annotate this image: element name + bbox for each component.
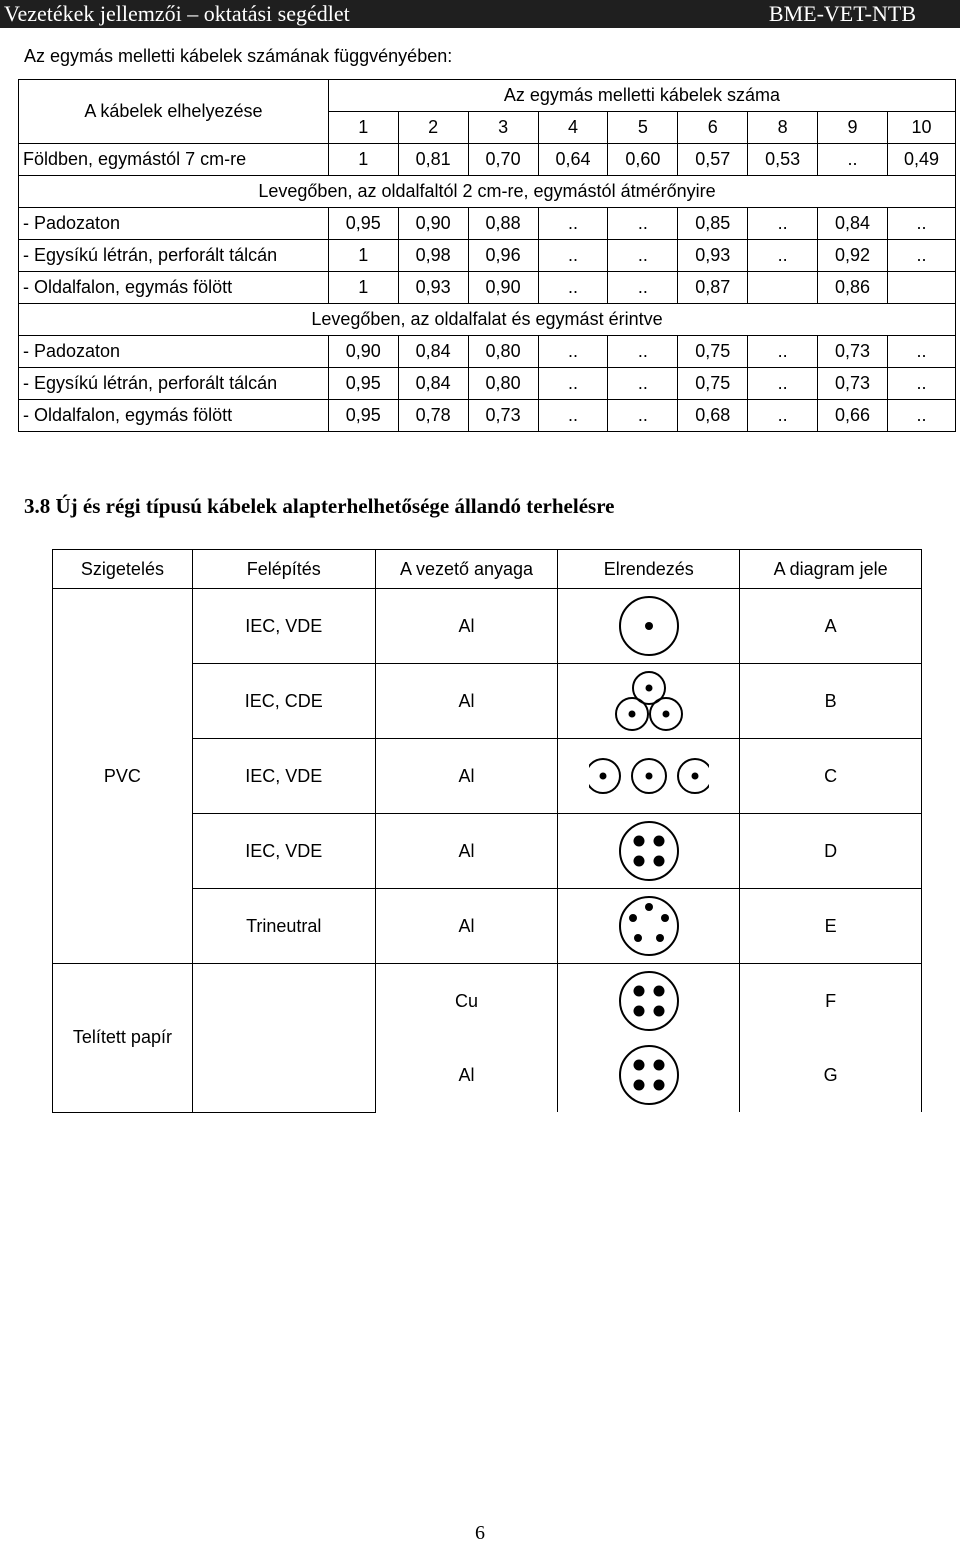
table-cell: 0,60 bbox=[608, 144, 678, 176]
header-row bbox=[53, 550, 922, 589]
table-cell: .. bbox=[538, 272, 608, 304]
cable-type-table bbox=[52, 549, 922, 1113]
table-row bbox=[53, 589, 922, 664]
diagram-mark-cell: G bbox=[740, 1038, 922, 1112]
material-cell: Al bbox=[375, 814, 558, 889]
construction-cell: IEC, CDE bbox=[192, 664, 375, 739]
table-cell bbox=[748, 272, 818, 304]
table-cell: .. bbox=[538, 240, 608, 272]
diagram-mark-cell: A bbox=[740, 589, 922, 664]
table-cell: 0,49 bbox=[887, 144, 955, 176]
table-cell: 0,90 bbox=[328, 336, 398, 368]
insulation-cell: Telített papír bbox=[53, 964, 193, 1113]
insulation-cell: PVC bbox=[53, 589, 193, 964]
diagram-mark-cell: B bbox=[740, 664, 922, 739]
diagram-mark-cell: F bbox=[740, 964, 922, 1039]
table-cell: .. bbox=[887, 336, 955, 368]
column-header: 9 bbox=[818, 112, 888, 144]
table-cell: .. bbox=[887, 240, 955, 272]
table-cell: 0,53 bbox=[748, 144, 818, 176]
arrangement-cell bbox=[558, 964, 740, 1039]
construction-cell: IEC, VDE bbox=[192, 814, 375, 889]
material-cell: Al bbox=[375, 664, 558, 739]
construction-cell: IEC, VDE bbox=[192, 739, 375, 814]
table-cell: 0,84 bbox=[398, 368, 468, 400]
intro-text: Az egymás melletti kábelek számának függvényében: bbox=[24, 46, 453, 66]
table-cell: 0,64 bbox=[538, 144, 608, 176]
trefoil-icon bbox=[589, 665, 709, 737]
table-row bbox=[19, 272, 956, 304]
table-cell: .. bbox=[538, 336, 608, 368]
table-cell: 0,57 bbox=[678, 144, 748, 176]
table-cell: 0,68 bbox=[678, 400, 748, 432]
page-header bbox=[0, 0, 960, 28]
row-label: - Padozaton bbox=[19, 336, 329, 368]
table-cell: 0,86 bbox=[818, 272, 888, 304]
table-cell: 1 bbox=[328, 272, 398, 304]
table-cell: .. bbox=[887, 208, 955, 240]
table-cell: 0,81 bbox=[398, 144, 468, 176]
table-row bbox=[19, 208, 956, 240]
table-row bbox=[19, 144, 956, 176]
header-title: Vezetékek jellemzői – oktatási segédlet bbox=[4, 1, 350, 26]
arrangement-cell bbox=[558, 589, 740, 664]
corner-header: A kábelek elhelyezése bbox=[19, 80, 329, 144]
row-label: Földben, egymástól 7 cm-re bbox=[19, 144, 329, 176]
column-header: 10 bbox=[887, 112, 955, 144]
arrangement-cell bbox=[558, 814, 740, 889]
construction-cell: IEC, VDE bbox=[192, 589, 375, 664]
flat-three-icon bbox=[589, 740, 709, 812]
column-header: A vezető anyaga bbox=[375, 550, 558, 589]
table-cell: .. bbox=[608, 240, 678, 272]
table-row bbox=[19, 368, 956, 400]
section-title: 3.8 Új és régi típusú kábelek alapterhelhetősége állandó terhelésre bbox=[24, 494, 615, 518]
table-cell: .. bbox=[887, 400, 955, 432]
column-header: 5 bbox=[608, 112, 678, 144]
column-header: 2 bbox=[398, 112, 468, 144]
four-core-icon bbox=[589, 815, 709, 887]
column-header: 4 bbox=[538, 112, 608, 144]
table-cell: 0,75 bbox=[678, 368, 748, 400]
table-row bbox=[19, 336, 956, 368]
table-cell: .. bbox=[608, 400, 678, 432]
material-cell: Al bbox=[375, 739, 558, 814]
table-cell: 0,96 bbox=[468, 240, 538, 272]
diagram-mark-cell: C bbox=[740, 739, 922, 814]
arrangement-cell bbox=[558, 1038, 740, 1112]
material-cell: Al bbox=[375, 1038, 558, 1112]
table-cell: 0,73 bbox=[818, 368, 888, 400]
arrangement-cell bbox=[558, 889, 740, 964]
row-label: - Oldalfalon, egymás fölött bbox=[19, 272, 329, 304]
column-header: 8 bbox=[748, 112, 818, 144]
table-cell: 0,73 bbox=[468, 400, 538, 432]
table-cell: 0,87 bbox=[678, 272, 748, 304]
column-header: Szigetelés bbox=[53, 550, 193, 589]
table-cell: .. bbox=[538, 368, 608, 400]
table-cell: 0,88 bbox=[468, 208, 538, 240]
table-cell: .. bbox=[748, 240, 818, 272]
table-cell: 0,73 bbox=[818, 336, 888, 368]
column-header: Elrendezés bbox=[558, 550, 740, 589]
page-number: 6 bbox=[475, 1522, 485, 1544]
table-cell: .. bbox=[608, 368, 678, 400]
trineutral-icon bbox=[589, 890, 709, 962]
table-cell: .. bbox=[538, 400, 608, 432]
table-cell: .. bbox=[538, 208, 608, 240]
arrangement-cell bbox=[558, 664, 740, 739]
table-cell: 0,95 bbox=[328, 400, 398, 432]
arrangement-cell bbox=[558, 739, 740, 814]
column-header: A diagram jele bbox=[740, 550, 922, 589]
table-cell: 0,85 bbox=[678, 208, 748, 240]
table-cell: 0,66 bbox=[818, 400, 888, 432]
table-cell: 0,90 bbox=[468, 272, 538, 304]
table-cell: .. bbox=[818, 144, 888, 176]
table-cell: 0,84 bbox=[398, 336, 468, 368]
header-institution: BME-VET-NTB bbox=[768, 1, 916, 26]
table-row bbox=[53, 964, 922, 1039]
diagram-mark-cell: D bbox=[740, 814, 922, 889]
table-cell: 0,92 bbox=[818, 240, 888, 272]
table-cell: 0,95 bbox=[328, 368, 398, 400]
row-label: - Egysíkú létrán, perforált tálcán bbox=[19, 240, 329, 272]
table-cell: 1 bbox=[328, 240, 398, 272]
table-row bbox=[19, 400, 956, 432]
correction-factor-table bbox=[18, 79, 956, 432]
column-header: 3 bbox=[468, 112, 538, 144]
material-cell: Al bbox=[375, 889, 558, 964]
table-cell bbox=[887, 272, 955, 304]
construction-cell bbox=[192, 964, 375, 1113]
table-cell: 0,84 bbox=[818, 208, 888, 240]
row-label: - Egysíkú létrán, perforált tálcán bbox=[19, 368, 329, 400]
table-cell: .. bbox=[608, 272, 678, 304]
table-cell: .. bbox=[748, 400, 818, 432]
table-cell: 0,80 bbox=[468, 336, 538, 368]
table-cell: .. bbox=[887, 368, 955, 400]
column-header: Felépítés bbox=[192, 550, 375, 589]
table-cell: .. bbox=[608, 208, 678, 240]
column-header: 6 bbox=[678, 112, 748, 144]
section-header: Levegőben, az oldalfaltól 2 cm-re, egymástól átmérőnyire bbox=[19, 176, 956, 208]
section-header: Levegőben, az oldalfalat és egymást érintve bbox=[19, 304, 956, 336]
four-core-icon bbox=[589, 1039, 709, 1111]
diagram-mark-cell: E bbox=[740, 889, 922, 964]
table-cell: 0,70 bbox=[468, 144, 538, 176]
table-cell: .. bbox=[608, 336, 678, 368]
table-row bbox=[19, 240, 956, 272]
table-cell: 0,80 bbox=[468, 368, 538, 400]
table-cell: 0,78 bbox=[398, 400, 468, 432]
table-cell: 0,93 bbox=[678, 240, 748, 272]
table-cell: .. bbox=[748, 208, 818, 240]
table-cell: 1 bbox=[328, 144, 398, 176]
single-core-icon bbox=[589, 590, 709, 662]
construction-cell: Trineutral bbox=[192, 889, 375, 964]
table-cell: 0,75 bbox=[678, 336, 748, 368]
row-label: - Padozaton bbox=[19, 208, 329, 240]
table-cell: 0,98 bbox=[398, 240, 468, 272]
group-header: Az egymás melletti kábelek száma bbox=[328, 80, 955, 112]
table-cell: 0,95 bbox=[328, 208, 398, 240]
material-cell: Cu bbox=[375, 964, 558, 1039]
table-cell: 0,90 bbox=[398, 208, 468, 240]
table-cell: .. bbox=[748, 368, 818, 400]
column-header: 1 bbox=[328, 112, 398, 144]
row-label: - Oldalfalon, egymás fölött bbox=[19, 400, 329, 432]
table-cell: .. bbox=[748, 336, 818, 368]
table-cell: 0,93 bbox=[398, 272, 468, 304]
four-core-icon bbox=[589, 965, 709, 1037]
material-cell: Al bbox=[375, 589, 558, 664]
